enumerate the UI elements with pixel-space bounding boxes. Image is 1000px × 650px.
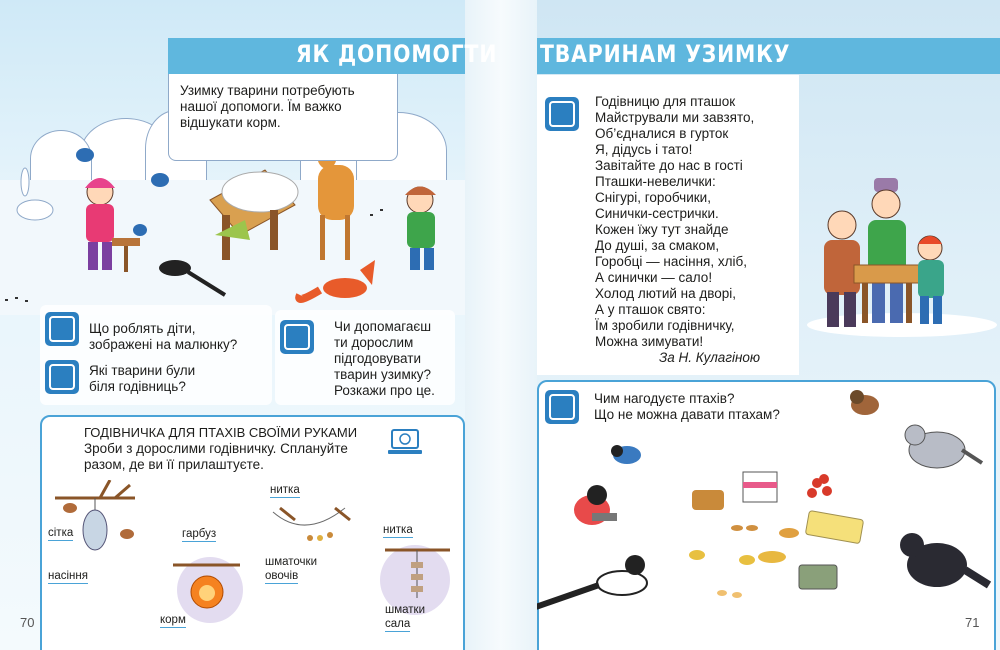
poem-line: Снігурі, горобчики, (595, 190, 711, 205)
label-ovochiv: овочів (265, 570, 299, 582)
craft-heading: ГОДІВНИЧКА ДЛЯ ПТАХІВ СВОЇМИ РУКАМИ (84, 425, 358, 440)
intro-line: нашої допомоги. Їм важко (180, 99, 342, 114)
poem-line: А синички — сало! (595, 270, 713, 285)
label-harbuz: гарбуз (182, 528, 217, 540)
discuss-icon (280, 320, 314, 354)
question-text: Чи допомагаєш (334, 319, 432, 334)
discuss-icon (45, 312, 79, 346)
poem-line: Майстрували ми завзято, (595, 110, 755, 125)
family-illustration (802, 170, 997, 340)
right-page (537, 0, 1000, 650)
intro-line: Узимку тварини потребують (180, 83, 355, 98)
label-nytka: нитка (383, 524, 413, 536)
question-text: Які тварини були (89, 363, 196, 378)
label-sala: сала (385, 618, 411, 630)
poem-line: А у пташок свято: (595, 302, 706, 317)
question-text: Чим нагодуєте птахів? (594, 391, 735, 406)
poem-line: Пташки-невелички: (595, 174, 716, 189)
question-text: зображені на малюнку? (89, 337, 238, 352)
feeders-illustration (55, 480, 455, 640)
poem-line: Синички-сестрички. (595, 206, 719, 221)
question-text: тварин узимку? (334, 367, 432, 382)
question-text: Розкажи про це. (334, 383, 435, 398)
question-text: Що не можна давати птахам? (594, 407, 780, 422)
thinking-icon (45, 360, 79, 394)
label-shmatky: шматки (385, 604, 425, 616)
page-title-left: ЯК ДОПОМОГТИ (296, 40, 498, 68)
question-text: підгодовувати (334, 351, 421, 366)
label-nytka: нитка (270, 484, 300, 496)
label-korm: корм (160, 614, 186, 626)
craft-text: Зроби з дорослими годівничку. Сплануйте (84, 441, 348, 456)
poem-line: Годівницю для пташок (595, 94, 736, 109)
poem-line: Холод лютий на дворі, (595, 286, 737, 301)
page-number: 71 (965, 615, 980, 630)
question-text: ти дорослим (334, 335, 414, 350)
label-sitka: сітка (48, 527, 74, 539)
page-number: 70 (20, 615, 35, 630)
poem-author: За Н. Кулагіною (659, 350, 761, 365)
question-text: Що роблять діти, (89, 321, 196, 336)
birds-food-illustration (537, 385, 992, 625)
poem-line: Я, дідусь і тато! (595, 142, 693, 157)
page-gutter (465, 0, 537, 650)
label-nasinnia: насіння (48, 570, 88, 582)
label-shmatochky: шматочки (265, 556, 318, 568)
poem-line: Їм зробили годівничку, (595, 318, 735, 333)
poem-line: Горобці — насіння, хліб, (595, 254, 747, 269)
poem-line: Завітайте до нас в гості (595, 158, 743, 173)
page-title-right: ТВАРИНАМ УЗИМКУ (540, 40, 791, 68)
left-page (0, 0, 465, 650)
poem-line: До душі, за смаком, (595, 238, 720, 253)
intro-line: відшукати корм. (180, 115, 281, 130)
laptop-icon (388, 428, 422, 458)
poem-line: Об’єдналися в гурток (595, 126, 729, 141)
question-text: біля годівниць? (89, 379, 186, 394)
poem-line: Можна зимувати! (595, 334, 704, 349)
craft-text: разом, де ви її прилаштуєте. (84, 457, 264, 472)
family-icon (545, 97, 579, 131)
poem-line: Кожен їжу тут знайде (595, 222, 729, 237)
